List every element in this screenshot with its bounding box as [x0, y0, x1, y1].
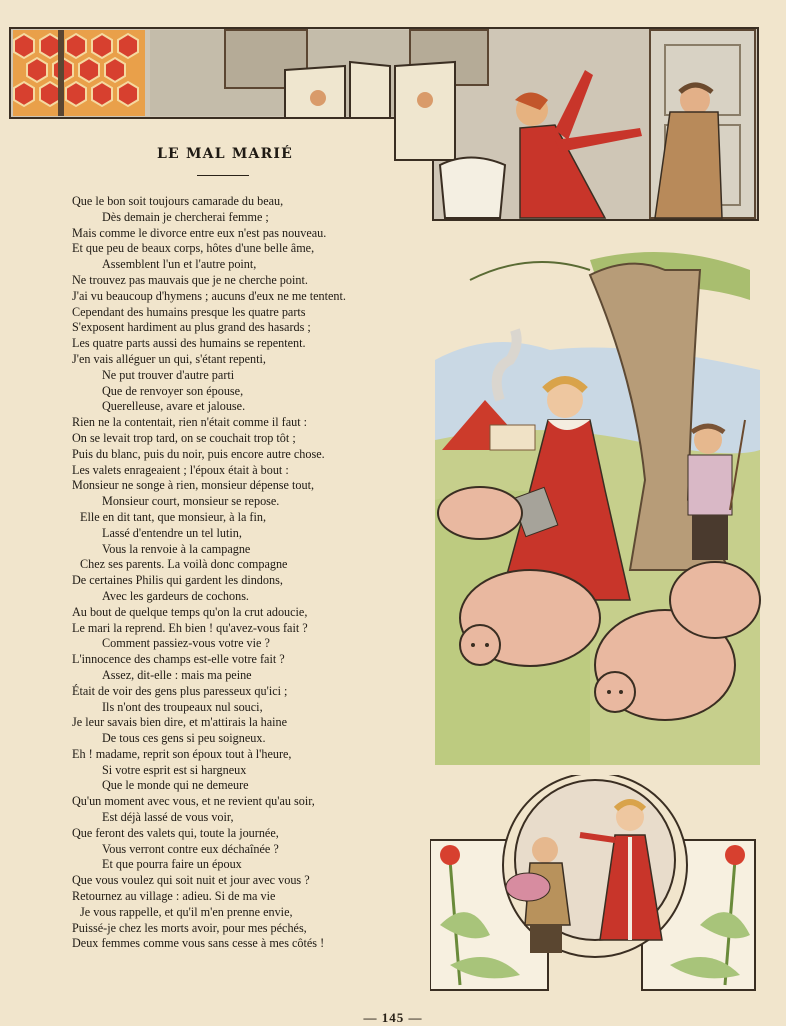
- page-number: — 145 —: [363, 1010, 423, 1025]
- poem-line: Ne put trouver d'autre parti: [102, 367, 235, 382]
- poem-title: LE MAL MARIÉ: [156, 146, 294, 162]
- poem-line: Deux femmes comme vous sans cesse à mes côtés !: [72, 936, 325, 951]
- poem-line: Au bout de quelque temps qu'on la crut adoucie,: [72, 604, 308, 619]
- poem-line: Dès demain je chercherai femme ;: [102, 209, 269, 224]
- poem-line: Comment passiez-vous votre vie ?: [102, 636, 270, 651]
- bottom-illustration: [430, 775, 760, 995]
- poem-line: Je vous rappelle, et qu'il m'en prenne envie,: [80, 904, 293, 919]
- poem-line: Assemblent l'un et l'autre point,: [102, 257, 257, 272]
- poem-line: Je leur savais bien dire, et m'attirais la haine: [72, 715, 288, 730]
- poem-line: Eh ! madame, reprit son époux tout à l'heure,: [72, 746, 292, 761]
- poem-line: De tous ces gens si peu soigneux.: [102, 731, 266, 746]
- poem-line: Que vous voulez qui soit nuit et jour avec vous ?: [72, 873, 310, 888]
- poem-line: Ils n'ont des troupeaux nul souci,: [102, 699, 263, 714]
- poem-line: L'innocence des champs est-elle votre fait ?: [72, 652, 285, 667]
- poem-line: Que le bon soit toujours camarade du beau,: [72, 194, 284, 208]
- poem-line: Est déjà lassé de vous voir,: [102, 810, 234, 825]
- poem-line: Que le monde qui ne demeure: [102, 778, 249, 793]
- poem-line: Vous la renvoie à la campagne: [102, 541, 251, 556]
- poem-text: [72, 194, 422, 952]
- poem-line: Le mari la reprend. Eh bien ! qu'avez-vous fait ?: [72, 620, 308, 635]
- poem-line: S'exposent hardiment au plus grand des hasards ;: [72, 320, 311, 335]
- middle-illustration: [430, 240, 770, 770]
- poem-line: Monsieur court, monsieur se repose.: [102, 494, 280, 509]
- poem-line: Assez, dit-elle : mais ma peine: [102, 667, 252, 682]
- poem-line: Monsieur ne songe à rien, monsieur dépense tout,: [72, 478, 315, 493]
- poem-line: De certaines Philis qui gardent les dindons,: [72, 573, 283, 588]
- poem-line: Cependant des humains presque les quatre parts: [72, 304, 306, 319]
- poem-line: J'ai vu beaucoup d'hymens ; aucuns d'eux ne me tentent.: [72, 288, 346, 303]
- poem-line: On se levait trop tard, on se couchait trop tôt ;: [72, 430, 296, 445]
- poem-line: Lassé d'entendre un tel lutin,: [102, 525, 242, 540]
- poem-line: Et que peu de beaux corps, hôtes d'une belle âme,: [72, 241, 315, 256]
- poem-line: Elle en dit tant, que monsieur, à la fin,: [80, 509, 266, 524]
- poem-line: Chez ses parents. La voilà donc compagne: [80, 557, 288, 572]
- poem-line: Retournez au village : adieu. Si de ma vie: [72, 889, 276, 904]
- poem-line: Vous verront contre eux déchaînée ?: [102, 841, 279, 856]
- poem-line: Mais comme le divorce entre eux n'est pas nouveau.: [72, 225, 327, 240]
- poem-line: Querelleuse, avare et jalouse.: [102, 399, 246, 414]
- poem-line: Était de voir des gens plus paresseux qu'ici ;: [72, 683, 288, 698]
- poem-line: Et que pourra faire un époux: [102, 857, 242, 872]
- poem-line: Que de renvoyer son épouse,: [102, 383, 244, 398]
- poem-line: Rien ne la contentait, rien n'était comme il faut :: [72, 415, 308, 430]
- title-divider: [197, 175, 249, 176]
- poem-line: Que feront des valets qui, toute la journée,: [72, 825, 279, 840]
- poem-line: Puissé-je chez les morts avoir, pour mes péchés,: [72, 920, 307, 935]
- poem-line: Les quatre parts aussi des humains se repentent.: [72, 336, 306, 351]
- poem-line: Avec les gardeurs de cochons.: [102, 588, 249, 603]
- poem-line: Ne trouvez pas mauvais que je ne cherche point.: [72, 272, 308, 287]
- poem-line: J'en vais alléguer un qui, s'étant repenti,: [72, 351, 266, 366]
- stained-glass-window: [13, 30, 145, 116]
- poem-line: Si votre esprit est si hargneux: [102, 762, 247, 777]
- poem-line: Qu'un moment avec vous, et ne revient qu'au soir,: [72, 794, 315, 809]
- poem-line: Puis du blanc, puis du noir, puis encore autre chose.: [72, 446, 325, 461]
- poem-line: Les valets enrageaient ; l'époux était à bout :: [72, 462, 289, 477]
